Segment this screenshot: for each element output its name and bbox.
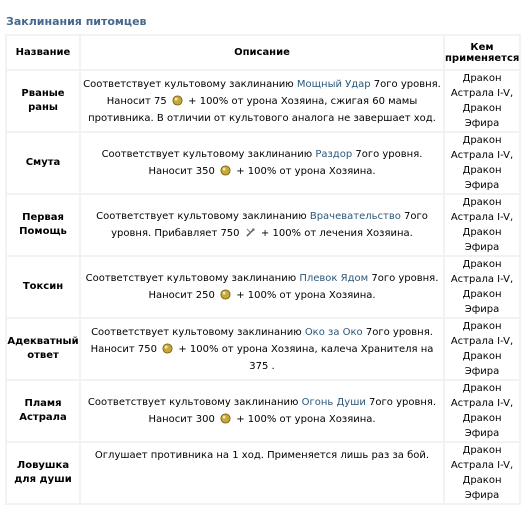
spell-name bbox=[7, 133, 79, 193]
used-by-line: Дракон Эфира bbox=[462, 289, 502, 315]
used-by-line: Дракон bbox=[462, 383, 502, 394]
desc-text: Соответствует культовому заклинанию bbox=[87, 397, 302, 408]
used-by-line: Дракон bbox=[462, 445, 502, 456]
desc-text: 7ого уровня. Наносит 250 bbox=[148, 273, 439, 301]
desc-text: 7ого уровня. Наносит 750 bbox=[90, 326, 433, 355]
spell-name-line: Адекватный bbox=[7, 336, 79, 347]
used-by-line: Дракон bbox=[462, 259, 502, 270]
used-by-line: Дракон Эфира bbox=[462, 475, 502, 501]
desc-text: Соответствует культовому заклинанию bbox=[85, 273, 300, 284]
spell-name bbox=[7, 257, 79, 317]
used-by-line: Дракон Эфира bbox=[462, 103, 502, 129]
spell-link[interactable]: Огонь Души bbox=[301, 397, 366, 408]
desc-text: + 100% от урона Хозяина. bbox=[233, 166, 376, 177]
table-row bbox=[7, 71, 519, 131]
spell-link[interactable]: Око за Око bbox=[304, 326, 363, 338]
desc-text: 7ого уровня. Наносит 75 bbox=[106, 78, 441, 107]
spell-link[interactable]: Плевок Ядом bbox=[299, 273, 369, 284]
header-used-by-line1: Кем bbox=[470, 41, 494, 53]
used-by-line: Дракон Эфира bbox=[462, 227, 502, 253]
spell-name-line: ответ bbox=[27, 350, 59, 361]
spell-name-line: Токсин bbox=[22, 281, 64, 292]
used-by-line: Дракон Эфира bbox=[462, 165, 502, 191]
desc-text: Соответствует культовому заклинанию bbox=[83, 78, 297, 90]
header-row bbox=[7, 36, 519, 69]
used-by bbox=[445, 71, 519, 131]
gold-orb-icon bbox=[220, 413, 231, 424]
used-by-line: Астрала I-V, bbox=[450, 274, 514, 285]
spell-name-line: Астрала bbox=[19, 412, 67, 423]
used-by bbox=[445, 257, 519, 317]
desc-text: Оглушает противника на 1 ход. Применяется лишь раз за бой. bbox=[94, 450, 430, 461]
spell-description bbox=[81, 133, 443, 193]
desc-text: + 100% от лечения Хозяина. bbox=[257, 228, 413, 239]
pet-spells-table bbox=[5, 34, 521, 505]
desc-text: + 100% от урона Хозяина, сжигая 60 мамы противника. В отличии от культового аналога не завершает ход. bbox=[88, 95, 436, 124]
table-row bbox=[7, 443, 519, 503]
gold-orb-icon bbox=[220, 289, 231, 300]
used-by-line: Дракон bbox=[462, 321, 502, 332]
used-by-line: Астрала I-V, bbox=[450, 88, 514, 99]
header-used-by-line2: применяется bbox=[445, 52, 520, 64]
spell-link[interactable]: Раздор bbox=[315, 149, 353, 160]
used-by bbox=[445, 443, 519, 503]
crossed-needle-icon bbox=[245, 227, 256, 238]
spell-name-line: Помощь bbox=[19, 226, 67, 237]
used-by-line: Дракон bbox=[462, 73, 502, 84]
spell-name-line: Рваные bbox=[21, 88, 65, 99]
gold-orb-icon bbox=[220, 165, 231, 176]
used-by-line: Дракон bbox=[462, 135, 502, 146]
used-by bbox=[445, 319, 519, 379]
spell-description bbox=[81, 319, 443, 379]
used-by-line: Дракон Эфира bbox=[462, 351, 502, 377]
table-row bbox=[7, 133, 519, 193]
used-by bbox=[445, 381, 519, 441]
used-by bbox=[445, 133, 519, 193]
spell-description bbox=[81, 257, 443, 317]
desc-text: 7ого уровня. Прибавляет 750 bbox=[111, 211, 428, 239]
table-row bbox=[7, 319, 519, 379]
used-by-line: Астрала I-V, bbox=[450, 398, 514, 409]
table-row bbox=[7, 195, 519, 255]
spell-description bbox=[81, 381, 443, 441]
spell-link[interactable]: Врачевательство bbox=[309, 211, 401, 222]
desc-text: 7ого уровня. Наносит 300 bbox=[148, 397, 437, 425]
gold-orb-icon bbox=[172, 95, 183, 106]
gold-orb-icon bbox=[162, 343, 173, 354]
used-by-line: Дракон bbox=[462, 197, 502, 208]
used-by-line: Астрала I-V, bbox=[450, 150, 514, 161]
desc-text: + 100% от урона Хозяина. bbox=[233, 414, 376, 425]
spell-name bbox=[7, 71, 79, 131]
desc-text: Соответствует культовому заклинанию bbox=[91, 326, 305, 338]
spell-name-line: Ловушка bbox=[16, 460, 70, 471]
spell-description bbox=[81, 71, 443, 131]
spell-name bbox=[7, 381, 79, 441]
header-name: Название bbox=[7, 36, 79, 69]
used-by-line: Астрала I-V, bbox=[450, 336, 514, 347]
used-by-line: Астрала I-V, bbox=[450, 212, 514, 223]
spell-name-line: для души bbox=[14, 474, 72, 485]
desc-text: Соответствует культовому заклинанию bbox=[96, 211, 310, 222]
used-by bbox=[445, 195, 519, 255]
spell-name-line: Смута bbox=[25, 157, 61, 168]
used-by-line: Дракон Эфира bbox=[462, 413, 502, 439]
spell-link[interactable]: Мощный Удар bbox=[296, 78, 371, 90]
spell-name bbox=[7, 443, 79, 503]
header-used-by bbox=[445, 36, 519, 69]
spell-name bbox=[7, 319, 79, 379]
spell-name-line: Первая bbox=[22, 212, 64, 223]
spell-name-line: Пламя bbox=[24, 398, 62, 409]
table-row bbox=[7, 257, 519, 317]
header-description: Описание bbox=[81, 36, 443, 69]
spell-name-line: раны bbox=[28, 102, 58, 113]
desc-text: 7ого уровня. Наносит 350 bbox=[148, 149, 423, 177]
spell-name bbox=[7, 195, 79, 255]
desc-text: Соответствует культовому заклинанию bbox=[101, 149, 316, 160]
table-row bbox=[7, 381, 519, 441]
used-by-line: Астрала I-V, bbox=[450, 460, 514, 471]
section-title: Заклинания питомцев bbox=[6, 15, 147, 28]
spell-description bbox=[81, 195, 443, 255]
spell-description bbox=[81, 443, 443, 503]
desc-text: + 100% от урона Хозяина. bbox=[233, 290, 376, 301]
desc-text: + 100% от урона Хозяина, калеча Хранителя на 375 . bbox=[175, 343, 434, 372]
